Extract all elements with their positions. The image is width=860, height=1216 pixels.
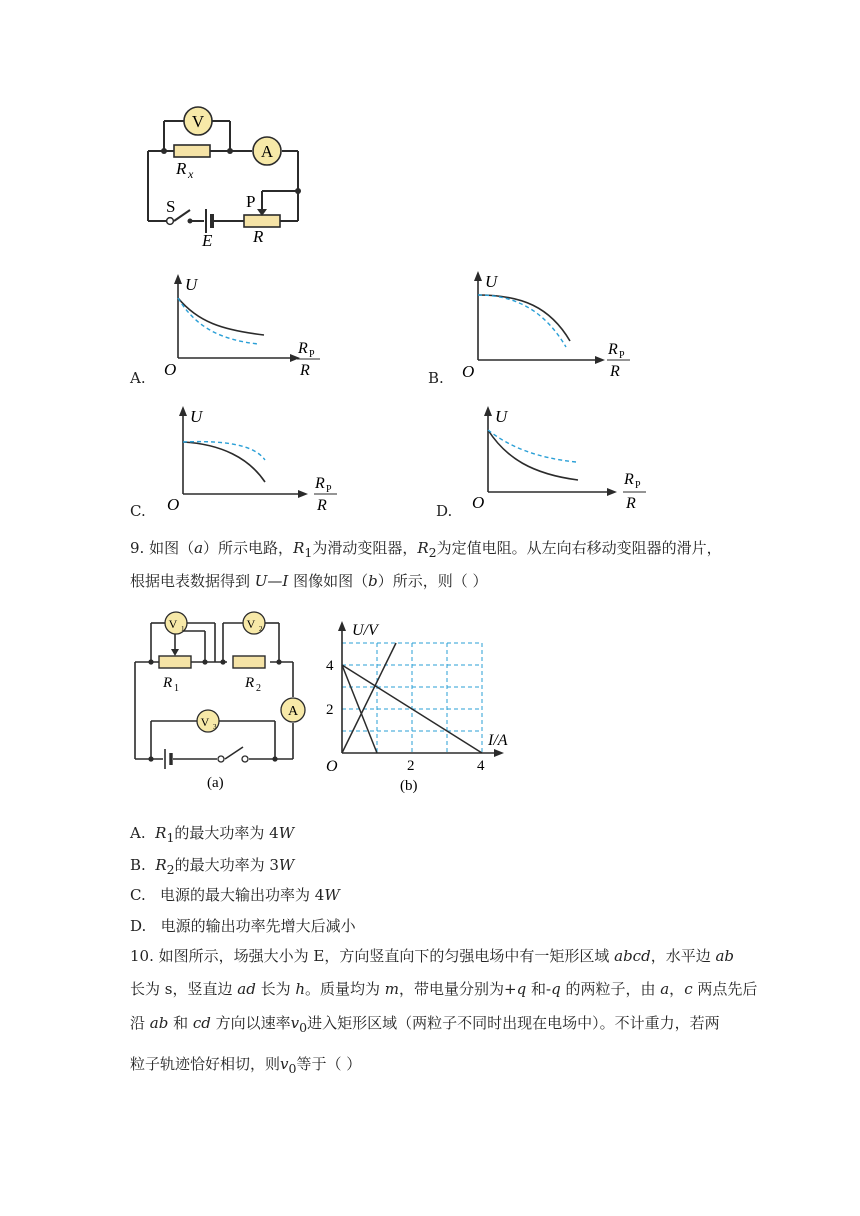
svg-text:V: V — [168, 617, 178, 631]
svg-text:V: V — [246, 617, 256, 631]
svg-text:3: 3 — [213, 723, 217, 731]
y-axis-label: U/V — [352, 622, 378, 639]
origin-label: O — [462, 362, 475, 380]
figure-a-caption: (a) — [207, 775, 224, 791]
q9-option-c[interactable]: C. 电源的最大输出功率为 4W — [130, 886, 340, 904]
svg-text:2: 2 — [259, 625, 263, 633]
origin-label: O — [164, 360, 177, 379]
y-tick: 2 — [326, 702, 334, 718]
x-axis-sub: P — [309, 349, 315, 360]
u-axis-label: U — [485, 272, 498, 291]
q9-option-d[interactable]: D. 电源的输出功率先增大后减小 — [130, 917, 356, 935]
u-axis-label: U — [185, 275, 198, 294]
option-b-label[interactable]: B. — [428, 369, 444, 387]
option-c-label[interactable]: C. — [130, 502, 146, 520]
slider-label: P — [246, 192, 256, 211]
x-axis-sub: P — [326, 484, 332, 495]
q9-option-a[interactable]: A. $R_1$的最大功率为 4W — [130, 824, 295, 845]
emf-label: E — [202, 231, 213, 250]
option-d-graph — [470, 400, 650, 515]
x-axis-denominator: R — [626, 495, 636, 512]
option-c-graph — [165, 400, 340, 515]
svg-text:1: 1 — [174, 683, 179, 694]
option-a-graph — [160, 268, 335, 380]
x-axis-denominator: R — [300, 362, 310, 379]
x-axis-label: I/A — [488, 732, 508, 749]
q10-stem-line3: 沿 ab 和 cd 方向以速率$v_0$进入矩形区域（两粒子不同时出现在电场中）。不计重力，若两 — [130, 1014, 720, 1035]
option-d-label[interactable]: D. — [436, 502, 453, 520]
option-b-graph — [460, 265, 635, 380]
x-axis-numerator: R — [608, 341, 618, 358]
rx-label: R — [176, 159, 187, 178]
x-axis-sub: P — [635, 480, 641, 491]
x-tick: 2 — [407, 758, 415, 774]
switch-label: S — [166, 197, 176, 216]
svg-text:A: A — [287, 704, 299, 719]
x-axis-denominator: R — [317, 497, 327, 514]
svg-text:V: V — [200, 715, 210, 729]
x-axis-numerator: R — [298, 340, 308, 357]
u-axis-label: U — [495, 407, 508, 426]
x-axis-numerator: R — [315, 475, 325, 492]
q9-circuit-a — [125, 605, 315, 795]
q10-stem-line2: 长为 s，竖直边 ad 长为 h。质量均为 m，带电量分别为+q 和-q 的两粒子，由 a，c 两点先后 — [130, 980, 758, 998]
svg-text:R: R — [163, 675, 173, 691]
origin-label: O — [167, 495, 180, 514]
x-tick: 4 — [477, 758, 485, 774]
x-axis-sub: P — [619, 350, 625, 361]
q9-stem-line2: 根据电表数据得到 U—I 图像如图（b）所示，则（ ） — [130, 572, 488, 590]
svg-text:1: 1 — [181, 625, 185, 633]
q9-stem-line1: 9. 如图（a）所示电路，$R_1$为滑动变阻器，$R_2$为定值电阻。从左向右移动变阻器的滑片， — [130, 539, 722, 560]
voltmeter-label: V — [191, 112, 205, 131]
option-a-label[interactable]: A. — [130, 369, 146, 387]
q8-circuit-diagram — [140, 100, 320, 250]
ammeter-label: A — [260, 142, 274, 161]
origin-label: O — [472, 493, 485, 512]
y-tick: 4 — [326, 658, 334, 674]
svg-text:2: 2 — [256, 683, 261, 694]
u-axis-label: U — [190, 407, 203, 426]
q9-option-b[interactable]: B. $R_2$的最大功率为 3W — [130, 856, 295, 877]
x-axis-numerator: R — [624, 471, 634, 488]
q10-stem-line1: 10. 如图所示，场强大小为 E，方向竖直向下的匀强电场中有一矩形区域 abcd，水平边 ab — [130, 947, 735, 965]
x-axis-denominator: R — [610, 363, 620, 380]
svg-text:R: R — [245, 675, 255, 691]
q10-stem-line4: 粒子轨迹恰好相切，则$v_0$等于（ ） — [130, 1055, 362, 1076]
figure-b-caption: (b) — [400, 778, 418, 794]
rheostat-label: R — [253, 227, 264, 246]
rx-subscript: x — [188, 167, 194, 181]
origin-label: O — [326, 758, 338, 775]
q9-ui-graph-b — [320, 615, 520, 795]
